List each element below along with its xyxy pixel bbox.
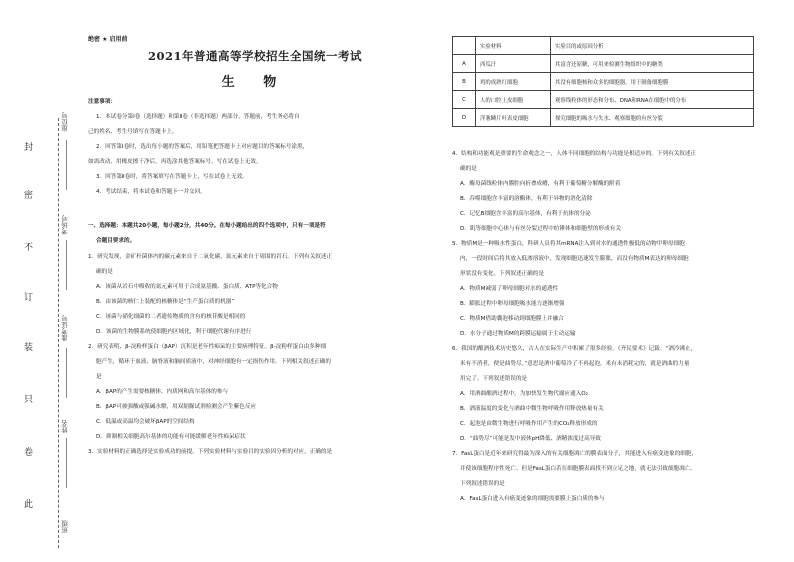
option-line: A．物质M减弱了卵母细胞对水的通透性	[460, 286, 559, 292]
table-cell: 其没有细胞核和众多的细胞器，用于制备细胞膜	[551, 73, 754, 91]
option-line: C．起泡是由微生物进行呼吸作用产生的CO₂释放形成的	[460, 421, 598, 427]
question3-table	[452, 36, 754, 127]
question-line: 胞产生，循环于血液、脑脊液和脑间质液中，对神经细胞有一定损伤作用。下列相关叙述正确的	[96, 359, 331, 365]
option-line: D．该菌的生物膜系统使细胞内区域化，利于细胞代谢有序进行	[96, 329, 252, 335]
option-line: A．该菌从岩石中吸收的氮元素可用于合成氨基酸、蛋白质、ATP等化合物	[96, 284, 278, 290]
option-line: A．FasL蛋白进入有癌变迹象的细胞需要膜上蛋白质的参与	[460, 496, 605, 502]
option-line: C．物质M借助囊泡移动到细胞膜上并融合	[460, 316, 564, 322]
option-line: B．膨胀过程中卵母细胞吸水能力逐渐增强	[460, 301, 565, 307]
binding-char: 此	[24, 500, 34, 510]
table-cell: C	[453, 91, 476, 109]
exam-title: 2021年普通高等学校招生全国统一考试	[147, 49, 362, 63]
option-line: B．酒液温度的变化与酒曲中微生物呼吸作用释放热量有关	[460, 406, 604, 412]
note-line: 4．考试结束，将本试卷和答题卡一并交回。	[96, 189, 206, 195]
option-line: D．抑制相关细胞高尔基体的功能有可能缓解老年性痴呆症状	[96, 434, 246, 440]
option-line: D．肌等细胞中心体与有丝分裂过程中纺锤体和细胞壁的形成有关	[460, 226, 621, 232]
question-line: 并使该细胞程序性死亡。但是FasL蛋白若在细胞膜表面找不到立足之地，就无法引致细胞凋亡。	[460, 466, 696, 472]
table-header-row	[453, 37, 754, 55]
table-row	[453, 55, 754, 73]
table-cell: 实验材料	[476, 37, 551, 55]
question-line: 3．实验材料的正确选择是实验成功的前提。下列实验材料与实验目的实验因分析的对应，正确的是	[88, 449, 333, 455]
question-line: 确的是	[460, 166, 477, 172]
binding-char: 卷	[24, 448, 34, 458]
field-line	[66, 438, 67, 488]
field-line	[66, 240, 67, 290]
subject-title: 生 物	[221, 75, 289, 90]
option-line: A．βAP的产生需要核糖体、内质网和高尔基体的参与	[96, 389, 229, 395]
question-line: 用完了。下列叙述错误的是	[460, 376, 528, 382]
table-cell: 西瓜汁	[476, 55, 551, 73]
class-label: 班级	[61, 520, 69, 533]
section-heading: 一、选择题：本题共20小题，每小题2分，共40分。在每小题给出的四个选项中，只有一项是符	[88, 223, 326, 229]
option-line: D．水分子通过物质M的跨膜运输属于主动运输	[460, 331, 576, 337]
binding-char: 订	[24, 293, 34, 303]
note-line: 2．回答第Ⅰ卷时，选出每小题的答案后，用铅笔把答题卡上对应题目的答案标号涂黑，	[96, 144, 309, 150]
question-line: 2．研究表明，β-淀粉样蛋白（βAP）沉积是老年性痴呆的主要病理特征。β-淀粉样蛋白由多种细	[88, 344, 327, 350]
binding-char: 不	[24, 243, 34, 253]
option-line: A．用酒曲酿酒过程中，为加快发生物代谢应通入O₂	[460, 391, 588, 397]
binding-dashed-line	[58, 118, 59, 548]
question-line: 米有不消者，便是曲势尽。”意思是酒中葡萄冷了不再起泡，米有未消耗完的，就是酒曲的力量	[460, 361, 690, 367]
seat-number-label: 座位号	[61, 112, 69, 132]
note-line: 3．回答第Ⅱ卷时，将答案填写在答题卡上，写在试卷上无效。	[96, 174, 248, 180]
field-line	[66, 348, 67, 398]
option-line: A．酶母菌线粒体内膜腔向折叠成嵴，有利于葡萄糖分解酶的附着	[460, 181, 621, 187]
table-row	[453, 109, 754, 127]
binding-char: 封	[24, 143, 34, 153]
question-line: 5．物质M是一种吸水性蛋白，科研人员将其mRNA注入到对水的通透性极低的动物甲卵母细胞	[452, 241, 685, 247]
table-cell: 实验目的或原因分析	[551, 37, 754, 55]
question-line: 6．我国的酿酒技术历史悠久，古人在实际生产中积累了很多经验。《齐民要术》记载：“酒冷沸止，	[452, 346, 697, 352]
option-line: C．低温或高温均会破坏βAP的空间结构	[96, 419, 195, 425]
question-line: 4．结构和功能观是重要的生命观念之一，人体不同细胞的结构与功能是相适应的。下列有关叙述正	[452, 151, 697, 157]
secret-mark: 绝密 ★ 启用前	[88, 36, 128, 43]
name-label: 姓名	[61, 420, 69, 433]
binding-char: 密	[24, 191, 34, 201]
question-line: 确的是	[96, 269, 113, 275]
exam-room-label: 考场号	[61, 215, 69, 235]
option-line: D．“曲势尽”可能是发中液体pH降低、酒精浓度过高导致	[460, 436, 601, 442]
table-cell: B	[453, 73, 476, 91]
section-heading-cont: 合题目要求的。	[96, 238, 136, 244]
admission-number-label: 准考证号	[61, 315, 69, 341]
table-cell: 探究细胞的吸水与失水、观察细胞的有丝分裂	[551, 109, 754, 127]
question-line: 1．研究发现，金矿杆菌体内的碳元素来自于二氧化碳，氮元素来自于周围的岩石。下列有关叙述正	[88, 254, 333, 260]
table-cell: 鸡的成熟红细胞	[476, 73, 551, 91]
table-cell: 其富含还原糖，可用来检测生物组织中的糖类	[551, 55, 754, 73]
table-cell	[453, 37, 476, 55]
note-line: 己的姓名、考生号填写在答题卡上。	[88, 129, 178, 135]
question-line: 形状没有变化。下列叙述正确的是	[460, 271, 544, 277]
table-cell: A	[453, 55, 476, 73]
question-line: 7．FasL蛋白是近年来研究得最为深入的有关细胞凋亡的膜表面分子，其能进入有癌变迹象的细胞，	[452, 451, 698, 457]
binding-char: 只	[24, 395, 34, 405]
notes-heading: 注意事项：	[88, 99, 116, 105]
table-cell: 人的口腔上皮细胞	[476, 91, 551, 109]
note-line: 1．本试卷分第Ⅰ卷（选择题）和第Ⅱ卷（非选择题）两部分。答题前，考生务必将自	[96, 114, 300, 120]
option-line: B．由该菌的核仁上装配的核糖体是“生产蛋白质的机器”	[96, 299, 235, 305]
field-line	[66, 140, 67, 190]
table-cell: 洋葱鳞片叶表皮细胞	[476, 109, 551, 127]
table-row	[453, 91, 754, 109]
question-line: 内，一段时间后将其放入低渗溶液中，发现细胞迅速发生膨胀，而没有物质M表达的卵母细胞	[460, 256, 689, 262]
table-cell: D	[453, 109, 476, 127]
question-line: 下列叙述错误的是	[460, 481, 505, 487]
option-line: B．吞噬细胞含丰富的溶酶体，有利于异物的消化清除	[460, 196, 593, 202]
option-line: C．该菌与硝化细菌的二者遗传物质的含有的核苷酸是相同的	[96, 314, 246, 320]
option-line: C．记忆B细胞含丰富的高尔基体，有利于抗体的分泌	[460, 211, 591, 217]
note-line: 如需改动，用橡皮擦干净后，再选涂其他答案标号。写在试卷上无效。	[88, 159, 262, 165]
table-row	[453, 73, 754, 91]
table-cell: 观察线粒体的形态和分布、DNA和RNA在细胞中的分布	[551, 91, 754, 109]
binding-char: 装	[24, 343, 34, 353]
option-line: B．βAP可被强酸或强碱水解，用双缩脲试剂检测会产生紫色反应	[96, 404, 257, 410]
question-line: 是	[96, 374, 102, 380]
